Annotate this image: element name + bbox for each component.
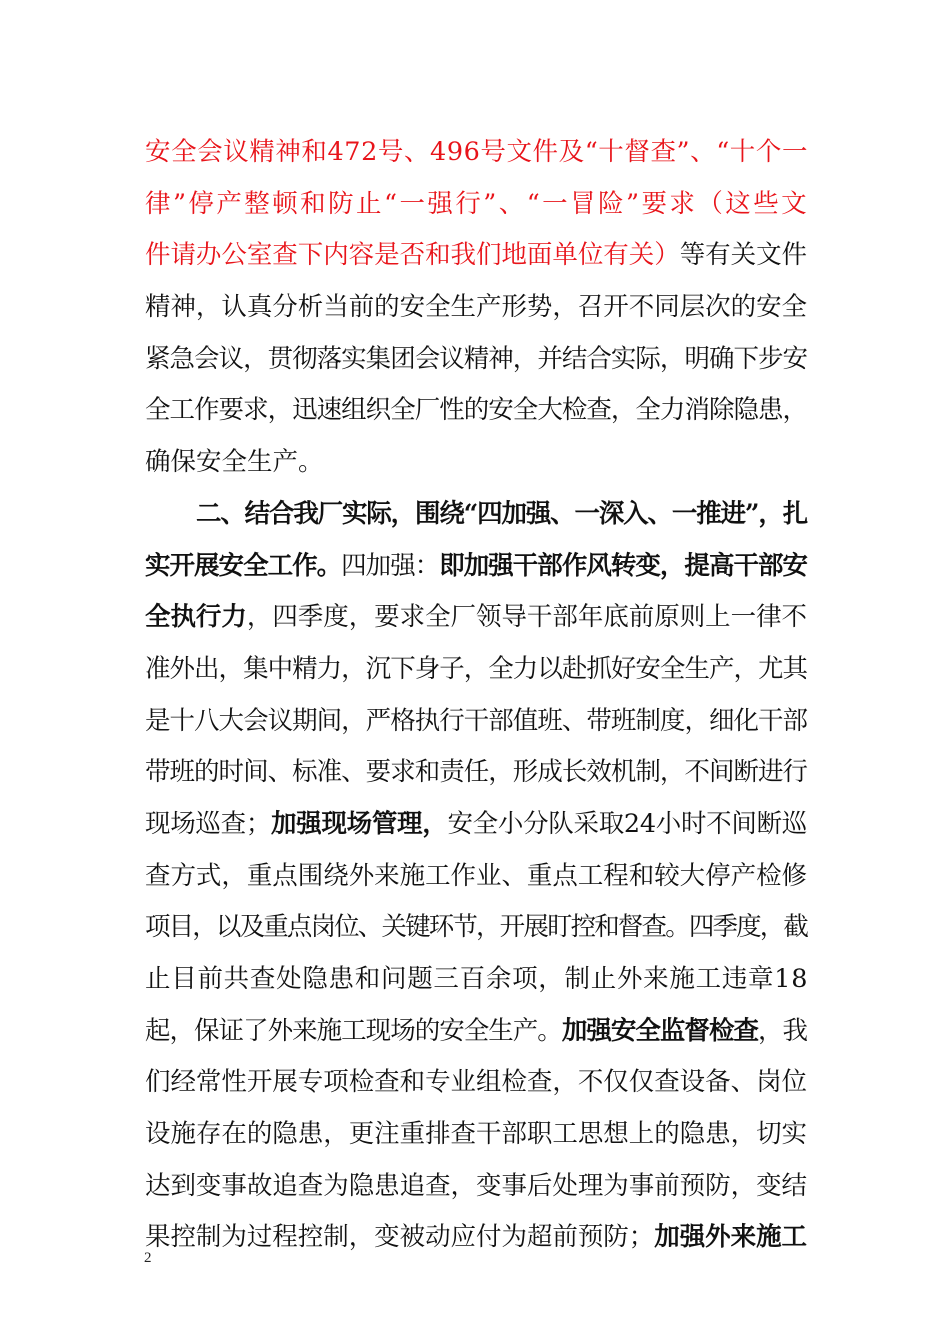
- text-segment: 查方式，重点围绕外来施工作业、重点工程和较大停产检修: [145, 860, 807, 891]
- text-segment: 项目，以及重点岗位、关键环节，开展盯控和督查。四季度，截: [145, 912, 807, 943]
- text-segment: 设施存在的隐患，更注重排查干部职工思想上的隐患，切实: [145, 1119, 807, 1150]
- text-line: [145, 644, 807, 696]
- text-line: [145, 696, 807, 748]
- bold-text: 加强安全监督检查: [561, 1015, 758, 1046]
- text-line: [145, 230, 807, 282]
- text-line: [145, 1006, 807, 1058]
- text-segment: 准外出，集中精力，沉下身子，全力以赴抓好安全生产，尤其: [145, 653, 807, 684]
- highlighted-text: 件请办公室查下内容是否和我们地面单位有关）: [145, 240, 680, 271]
- text-line: [145, 851, 807, 903]
- text-segment: 带班的时间、标准、要求和责任，形成长效机制，不间断进行: [145, 757, 807, 788]
- text-line: [145, 334, 807, 386]
- text-segment: 们经常性开展专项检查和专业组检查，不仅仅查设备、岗位: [145, 1067, 807, 1098]
- text-line: [145, 1161, 807, 1213]
- text-line: [145, 282, 807, 334]
- bold-text: 加强现场管理，: [271, 808, 448, 839]
- text-segment: 达到变事故追查为隐患追查，变事后处理为事前预防，变结: [145, 1170, 807, 1201]
- bold-text: 全执行力: [145, 602, 247, 633]
- text-segment: 安全小分队采取24小时不间断巡: [447, 808, 807, 839]
- bold-text: 实开展安全工作。: [145, 550, 342, 581]
- text-line: [145, 385, 807, 437]
- text-segment: 等有关文件: [679, 240, 807, 271]
- text-line: [145, 954, 807, 1006]
- text-segment: 精神，认真分析当前的安全生产形势，召开不同层次的安全: [145, 292, 807, 323]
- text-line: [145, 437, 807, 489]
- text-line: [145, 902, 807, 954]
- text-line: [145, 1212, 807, 1264]
- body-text: [145, 127, 810, 1264]
- text-line: [145, 799, 807, 851]
- bold-text: 二、结合我厂实际，围绕“四加强、一深入、一推进”，扎: [196, 498, 807, 529]
- text-line: [145, 127, 807, 179]
- text-line: [145, 1057, 807, 1109]
- text-segment: ，我: [757, 1015, 807, 1046]
- text-segment: 起，保证了外来施工现场的安全生产。: [145, 1015, 562, 1046]
- bold-text: 加强外来施工: [654, 1222, 808, 1253]
- page-number: 2: [144, 1250, 152, 1266]
- text-segment: 果控制为过程控制，变被动应付为超前预防；: [145, 1222, 655, 1253]
- text-segment: 四加强：: [341, 550, 440, 581]
- bold-text: 即加强干部作风转变，提高干部安: [439, 550, 807, 581]
- text-segment: 是十八大会议期间，严格执行干部值班、带班制度，细化干部: [145, 705, 807, 736]
- text-line: [145, 1109, 807, 1161]
- text-segment: 现场巡查；: [145, 808, 272, 839]
- text-line: [145, 592, 807, 644]
- highlighted-text: 安全会议精神和472号、496号文件及“十督查”、“十个一: [145, 137, 809, 167]
- text-line: [145, 541, 807, 593]
- text-line: [145, 489, 807, 541]
- text-line: [145, 179, 810, 231]
- text-segment: 紧急会议，贯彻落实集团会议精神，并结合实际，明确下步安: [145, 343, 807, 374]
- text-segment: ，四季度，要求全厂领导干部年底前原则上一律不: [246, 602, 808, 633]
- highlighted-text: 律”停产整顿和防止“一强行”、“一冒险”要求（这些文: [145, 188, 810, 219]
- text-segment: 止目前共查处隐患和问题三百余项，制止外来施工违章18: [145, 964, 809, 994]
- text-segment: 全工作要求，迅速组织全厂性的安全大检查，全力消除隐患，: [145, 395, 807, 426]
- text-segment: 确保安全生产。: [145, 447, 324, 478]
- text-line: [145, 747, 807, 799]
